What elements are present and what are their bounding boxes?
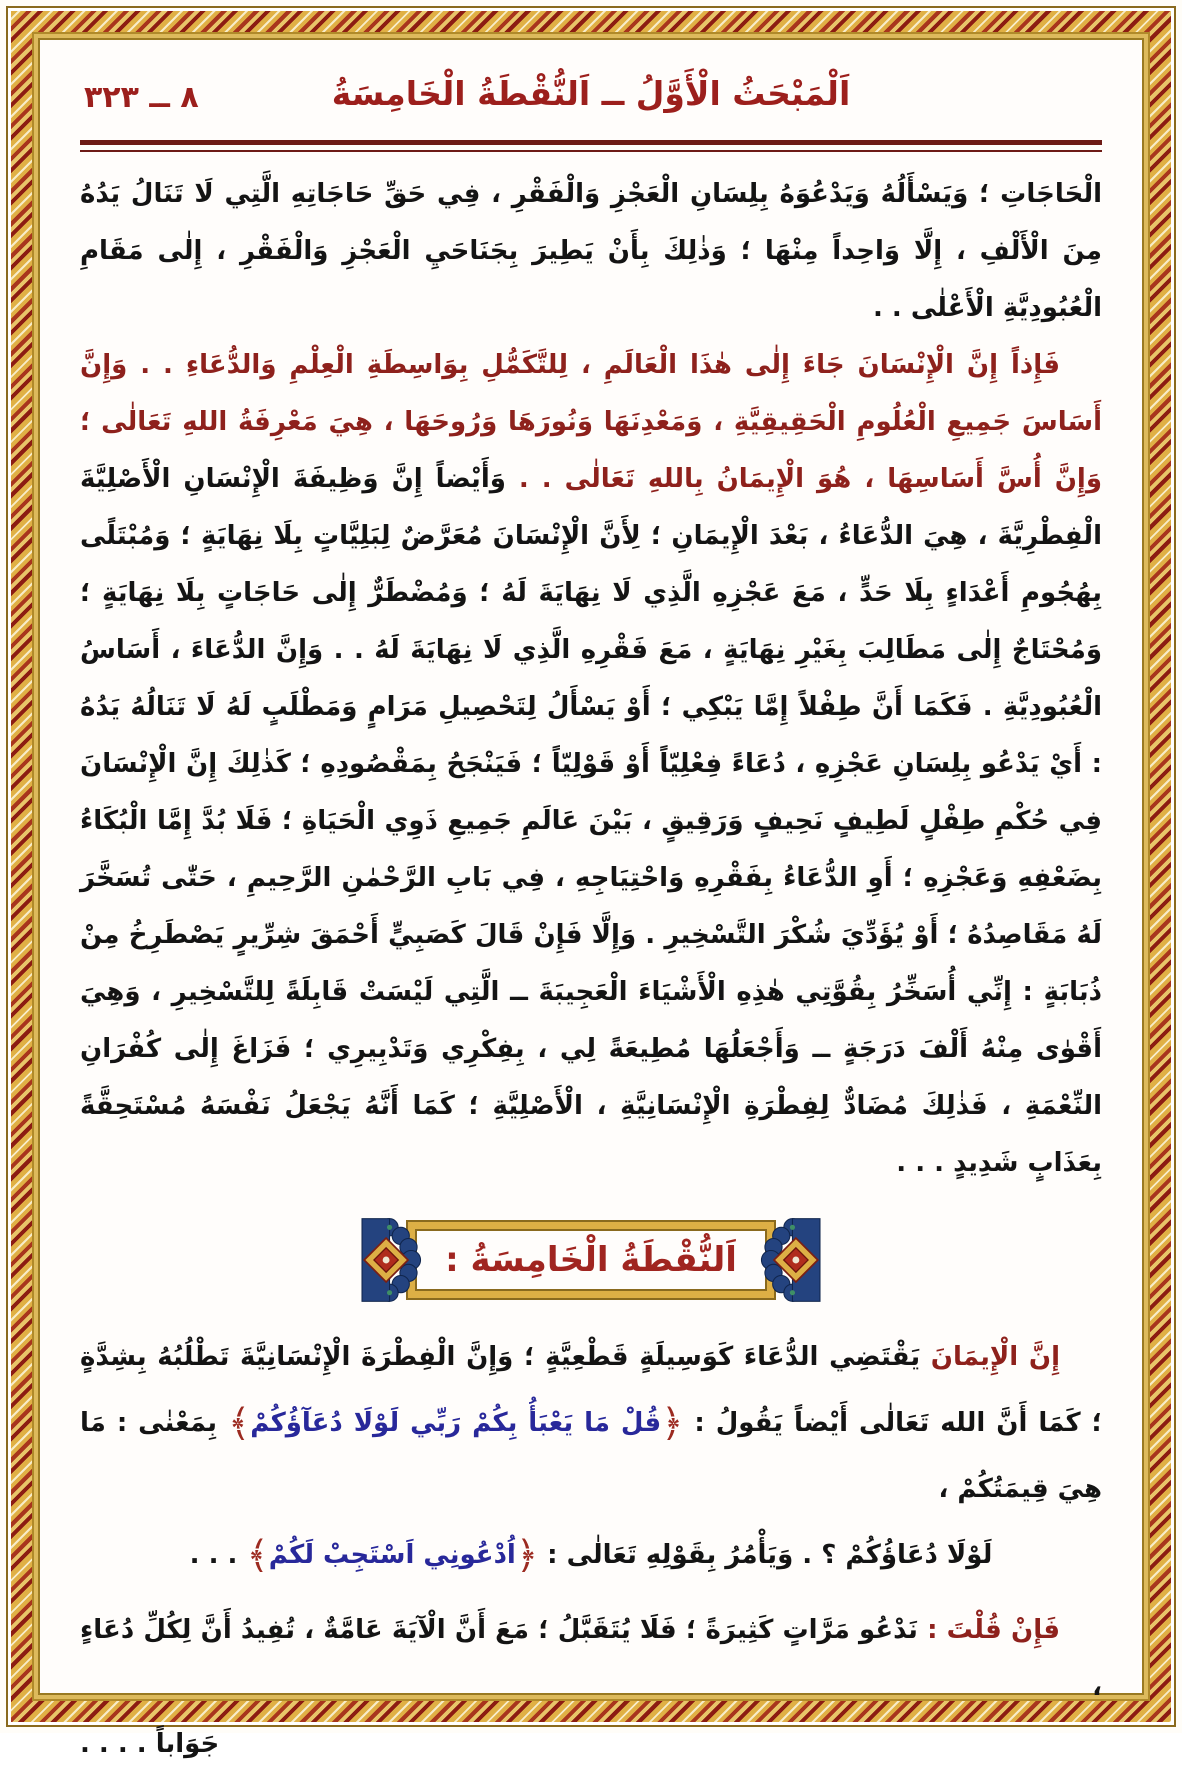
red-emphasis-text: إِنَّ الْإِيمَانَ [930, 1342, 1060, 1372]
paragraph-text: بِمَعْنٰى : مَا هِيَ قِيمَتُكُمْ ، [80, 1408, 1102, 1504]
paragraph-text: . . . [189, 1540, 247, 1570]
verse-bracket-open-icon: ﴿ [661, 1401, 684, 1445]
paragraph-faith-requires-dua [80, 1324, 1102, 1522]
section-header-cartouche [408, 1222, 774, 1298]
quran-verse-text: قُلْ مَا يَعْبَأُ بِكُمْ رَبِّي لَوْلَا دُعَآؤُكُمْ [250, 1408, 662, 1438]
verse-bracket-close-icon: ﴾ [246, 1533, 269, 1577]
cartouche-ornament-left-icon [758, 1214, 820, 1306]
verse-bracket-open-icon: ﴿ [515, 1533, 539, 1577]
paragraph-main [80, 337, 1102, 1192]
verse-bracket-close-icon: ﴾ [227, 1401, 251, 1445]
page-header [80, 64, 1102, 134]
paragraph-question [80, 1602, 1102, 1716]
section-header-row [80, 1214, 1102, 1306]
paragraph-verse-line [80, 1522, 1102, 1588]
paragraph-text: الْحَاجَاتِ ؛ وَيَسْأَلُهُ وَيَدْعُوَهُ بِلِسَانِ الْعَجْزِ وَالْفَقْرِ ، فِي حَقِّ حَاجَاتِهِ الَّتِي لَا تَنَالُ يَدُهُ مِنَ الْأَلْفِ ، إِلَّا وَاحِداً مِنْهَا ؛ وَذٰلِكَ بِأَنْ يَطِيرَ بِجَنَاحَيِ الْعَجْزِ وَالْفَقْرِ ، إِلٰى مَقَامِ الْعُبُودِيَّةِ الْأَعْلٰى . . [80, 179, 1102, 323]
paragraph-text: لَوْلَا دُعَاؤُكُمْ ؟ . وَيَأْمُرُ بِقَوْلِهِ تَعَالٰى : [538, 1540, 993, 1570]
red-emphasis-text: فَإِنْ قُلْتَ : [917, 1615, 1060, 1645]
paragraph-text: جَوَاباً . . . . [80, 1729, 220, 1759]
body-text [80, 166, 1102, 1773]
paragraph-text: يَقْتَضِي الدُّعَاءَ كَوَسِيلَةٍ قَطْعِيَّةٍ ؛ وَإِنَّ الْفِطْرَةَ الْإِنْسَانِيَّةَ تَطْلُبُهُ بِشِدَّةٍ ؛ كَمَا أَنَّ الله تَعَالٰى أَيْضاً يَقُولُ : [80, 1342, 1103, 1438]
section-title: اَلنُّقْطَةُ الْخَامِسَةُ : [445, 1240, 737, 1280]
cartouche-ornament-right-icon [362, 1214, 424, 1306]
paragraph-text: نَدْعُو مَرَّاتٍ كَثِيرَةً ؛ فَلَا يُتَقَبَّلُ ؛ مَعَ أَنَّ الْآيَةَ عَامَّةٌ ، تُفِيدُ أَنَّ لِكُلِّ دُعَاءٍ ، [80, 1615, 1102, 1702]
page-number: ٨ ــ ٣٢٣ [84, 80, 199, 115]
page-title: اَلْمَبْحَثُ الْأَوَّلُ ــ اَلنُّقْطَةُ الْخَامِسَةُ [331, 74, 851, 113]
red-emphasis-text: فَإِذاً إِنَّ الْإِنْسَانَ جَاءَ إِلٰى هٰذَا الْعَالَمِ ، لِلتَّكَمُّلِ بِوَاسِطَةِ الْعِلْمِ وَالدُّعَاءِ . . وَإِنَّ أَسَاسَ جَمِيعِ الْعُلُومِ الْحَقِيقِيَّةِ ، وَمَعْدِنَهَا وَنُورَهَا وَرُوحَهَا ، هِيَ مَعْرِفَةُ اللهِ تَعَالٰى ؛ وَإِنَّ أُسَّ أَسَاسِهَا ، هُوَ الْإِيمَانُ بِاللهِ تَعَالٰى . . [80, 350, 1102, 494]
paragraph-text: وَأَيْضاً إِنَّ وَظِيفَةَ الْإِنْسَانِ الْأَصْلِيَّةَ الْفِطْرِيَّةَ ، هِيَ الدُّعَاءُ ، بَعْدَ الْإِيمَانِ ؛ لِأَنَّ الْإِنْسَانَ مُعَرَّضٌ لِبَلِيَّاتٍ بِلَا نِهَايَةٍ ؛ وَمُبْتَلًى بِهُجُومِ أَعْدَاءٍ بِلَا حَدٍّ ، مَعَ عَجْزِهِ الَّذِي لَا نِهَايَةَ لَهُ ؛ وَمُضْطَرٌّ إِلٰى حَاجَاتٍ بِلَا نِهَايَةٍ ؛ وَمُحْتَاجٌ إِلٰى مَطَالِبَ بِغَيْرِ نِهَايَةٍ ، مَعَ فَقْرِهِ الَّذِي لَا نِهَايَةَ لَهُ . . وَإِنَّ الدُّعَاءَ ، أَسَاسُ الْعُبُودِيَّةِ . فَكَمَا أَنَّ طِفْلاً إِمَّا يَبْكِي ؛ أَوْ يَسْأَلُ لِتَحْصِيلِ مَرَامٍ وَمَطْلَبٍ لَهُ لَا تَنَالُهُ يَدُهُ : أَيْ يَدْعُو بِلِسَانِ عَجْزِهِ ، دُعَاءً فِعْلِيّاً أَوْ قَوْلِيّاً ؛ فَيَنْجَحُ بِمَقْصُودِهِ ؛ كَذٰلِكَ إِنَّ الْإِنْسَانَ فِي حُكْمِ طِفْلٍ لَطِيفٍ نَحِيفٍ وَرَقِيقٍ ، بَيْنَ عَالَمِ جَمِيعِ ذَوِي الْحَيَاةِ ؛ فَلَا بُدَّ إِمَّا الْبُكَاءُ بِضَعْفِهِ وَعَجْزِهِ ؛ أَوِ الدُّعَاءُ بِفَقْرِهِ وَاحْتِيَاجِهِ ، فِي بَابِ الرَّحْمٰنِ الرَّحِيمِ ، حَتّٰى تُسَخَّرَ لَهُ مَقَاصِدُهُ ؛ أَوْ يُؤَدِّيَ شُكْرَ التَّسْخِيرِ . وَإِلَّا فَإِنْ قَالَ كَصَبِيٍّ أَحْمَقَ شِرِّيرٍ يَصْطَرِخُ مِنْ ذُبَابَةٍ : إِنِّي أُسَخِّرُ بِقُوَّتِي هٰذِهِ الْأَشْيَاءَ الْعَجِيبَةَ ــ الَّتِي لَيْسَتْ قَابِلَةً لِلتَّسْخِيرِ ، وَهِيَ أَقْوٰى مِنْهُ أَلْفَ دَرَجَةٍ ــ وَأَجْعَلُهَا مُطِيعَةً لِي ، بِفِكْرِي وَتَدْبِيرِي ؛ فَزَاغَ إِلٰى كُفْرَانِ النِّعْمَةِ ، فَذٰلِكَ مُضَادٌّ لِفِطْرَةِ الْإِنْسَانِيَّةِ ، الْأَصْلِيَّةِ ؛ كَمَا أَنَّهُ يَجْعَلُ نَفْسَهُ مُسْتَحِقَّةً بِعَذَابٍ شَدِيدٍ . . . [80, 464, 1102, 1178]
quran-verse-text: اُدْعُونِي اَسْتَجِبْ لَكُمْ [268, 1540, 516, 1570]
header-divider-rule [80, 140, 1102, 152]
paragraph-continuation [80, 166, 1102, 337]
paragraph-tail-line [80, 1716, 1102, 1773]
page-sheet [38, 38, 1144, 1759]
